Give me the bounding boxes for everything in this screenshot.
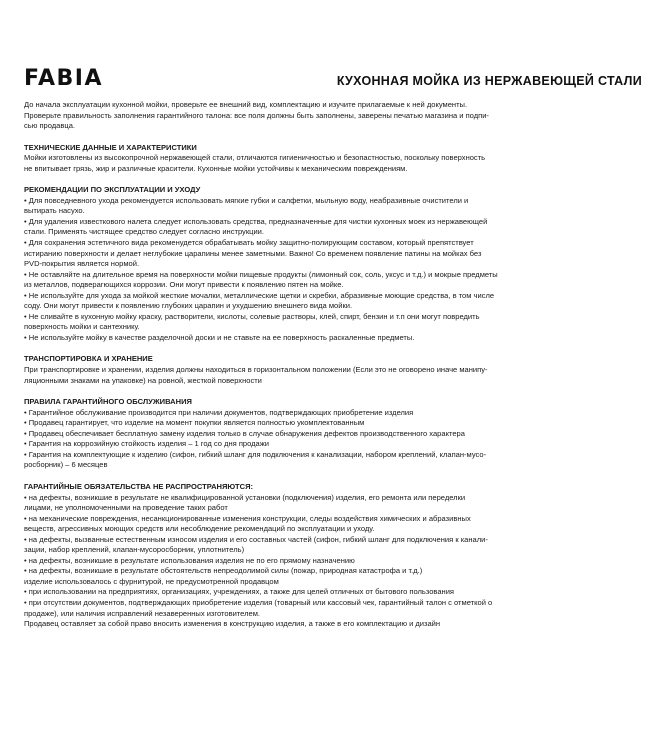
section-line: Мойки изготовлены из высокопрочной нержавеющей стали, отличаются гигиеничностью и безопастностью, поскольку поверхность [24,153,486,163]
section-title: ПРАВИЛА ГАРАНТИЙНОГО ОБСЛУЖИВАНИЯ [24,397,192,407]
section [24,143,642,175]
section-line: зации, набор креплений, клапан-мусоросборник, уплотнитель) [24,545,245,555]
section-line: не впитывает грязь, жир и различные красители. Кухонные мойки устойчивы к механическим повреждениям. [24,163,408,173]
intro-line: Проверьте правильность заполнения гарантийного талона: все поля должны быть заполнены, заверены печатью магазина и подпи- [24,110,489,120]
section-line: • Для удаления известкового налета следует использовать средства, предназначенные для чистки кухонных моек из нержавеющей [24,216,488,226]
section-line: • Для повседневного ухода рекомендуется использовать мягкие губки и салфетки, мыльную воду, неабразивные очистители и [24,195,469,205]
section-line: росборник) – 6 месяцев [24,460,108,470]
intro-line: сью продавца. [24,121,76,131]
intro-text [24,100,642,132]
section-title: ТРАНСПОРТИРОВКА И ХРАНЕНИЕ [24,354,153,364]
section-line: • Гарантийное обслуживание производится при наличии документов, подтверждающих приобретение изделия [24,407,414,417]
section-line: • Не сливайте в кухонную мойку краску, растворители, кислоты, солевые растворы, клей, спирт, бензин и т.п они могут повредить [24,311,480,321]
section [24,397,642,471]
section-line: поверхность мойки и сантехнику. [24,322,140,332]
section-line: • Гарантия на комплектующие к изделию (сифон, гибкий шланг для подключения к канализации, набором креплений, клапан-мусо- [24,449,487,459]
section-line: При транспортировке и хранении, изделия должны находиться в горизонтальном положении (Если это не оговорено иначе манипу- [24,365,488,375]
section-line: • Не оставляйте на длительное время на поверхности мойки пищевые продукты (лимонный сок, соль, уксус и т.д.) и мокрые предметы [24,269,498,279]
section-line: стали. Применять чистящее средство следует согласно инструкции. [24,227,264,237]
section-line: истиранию поверхности и делает неглубокие царапины менее заметными. Важно! Со временем появление патины на мойках без [24,248,482,258]
section-line: соду. Они могут привести к появлению глубоких царапин и ухудшению внешнего вида мойки. [24,301,353,311]
section-line: PVD-покрытия является нормой. [24,259,140,269]
section-line: ляционными знаками на упаковке) на ровной, жесткой поверхности [24,375,262,385]
section-line: веществ, агрессивных моющих средств или несоблюдение рекомендаций по эксплуатации и уходу. [24,524,375,534]
section-line: • при использовании на предприятиях, организациях, учреждениях, а также для целей отличных от бытового пользования [24,587,455,597]
sections-container [24,143,642,630]
section-line: • Не используйте для ухода за мойкой жесткие мочалки, металлические щетки и скребки, абразивные моющие средства, в том числе [24,290,495,300]
section-title: РЕКОМЕНДАЦИИ ПО ЭКСПЛУАТАЦИИ И УХОДУ [24,185,201,195]
section-line: Продавец оставляет за собой право вносить изменения в конструкцию изделия, а также в его комплектацию и дизайн [24,619,441,629]
section-title: ГАРАНТИЙНЫЕ ОБЯЗАТЕЛЬСТВА НЕ РАСПРОСТРАНЯЮТСЯ: [24,481,254,491]
section [24,482,642,630]
section-line: лицами, не уполномоченными на проведение таких работ [24,503,228,513]
document-title: КУХОННАЯ МОЙКА ИЗ НЕРЖАВЕЮЩЕЙ СТАЛИ [336,74,642,88]
section-line: изделие использовалось с фурнитурой, не предусмотренной продавцом [24,576,279,586]
document-header [24,68,642,90]
section-line: • Для сохранения эстетичного вида рекоменудется обрабатывать мойку защитно-полирующим составом, который препятствует [24,238,474,248]
section-line: продаже), или наличия исправлений незаверенных изготовителем. [24,608,261,618]
section [24,354,642,386]
section-line: из металлов, подверагющихся коррозии. Они могут привести к появлению пятен на мойке. [24,280,344,290]
section-line: • при отсутствии документов, подтверждающих приобретение изделия (товарный или кассовый чек, гарантийный талон с отметкой о [24,597,493,607]
section-line: • на дефекты, возникшие в результате использования изделия не по его прямому назначению [24,555,355,565]
instruction-sheet [24,68,642,641]
section-line: • на дефекты, возникшие в результате не квалифицированной установки (подключения) изделия, его ремонта или переделки [24,492,466,502]
section-line: • на механические повреждения, несанкционированные изменения конструкции, следы воздействия химических и абразивных [24,513,471,523]
brand-logo: FABIA [24,66,104,91]
section-line: • Продавец гарантирует, что изделие на момент покупки является полностью укомплектованным [24,418,365,428]
section-line: • Не используйте мойку в качестве разделочной доски и не ставьте на ее поверхность раскаленные предметы. [24,332,415,342]
intro-line: До начала эксплуатации кухонной мойки, проверьте ее внешний вид, комплектацию и изучите прилагаемые к ней документы. [24,100,468,109]
section-title: ТЕХНИЧЕСКИЕ ДАННЫЕ И ХАРАКТЕРИСТИКИ [24,142,197,152]
section-line: • на дефекты, возникшие в результате обстоятельств непреодолимой силы (пожар, природная катастрофа и т.д.) [24,566,423,576]
section-line: • Продавец обеспечивает бесплатную замену изделия только в случае обнаружения дефектов производственного характера [24,428,465,438]
section-line: • Гарантия на коррозийную стойкость изделия – 1 год со дня продажи [24,439,270,449]
section-line: вытирать насухо. [24,206,85,216]
section-line: • на дефекты, вызванные естественным износом изделия и его составных частей (сифон, гибкий шланг для подключения к канали- [24,534,488,544]
section [24,185,642,343]
